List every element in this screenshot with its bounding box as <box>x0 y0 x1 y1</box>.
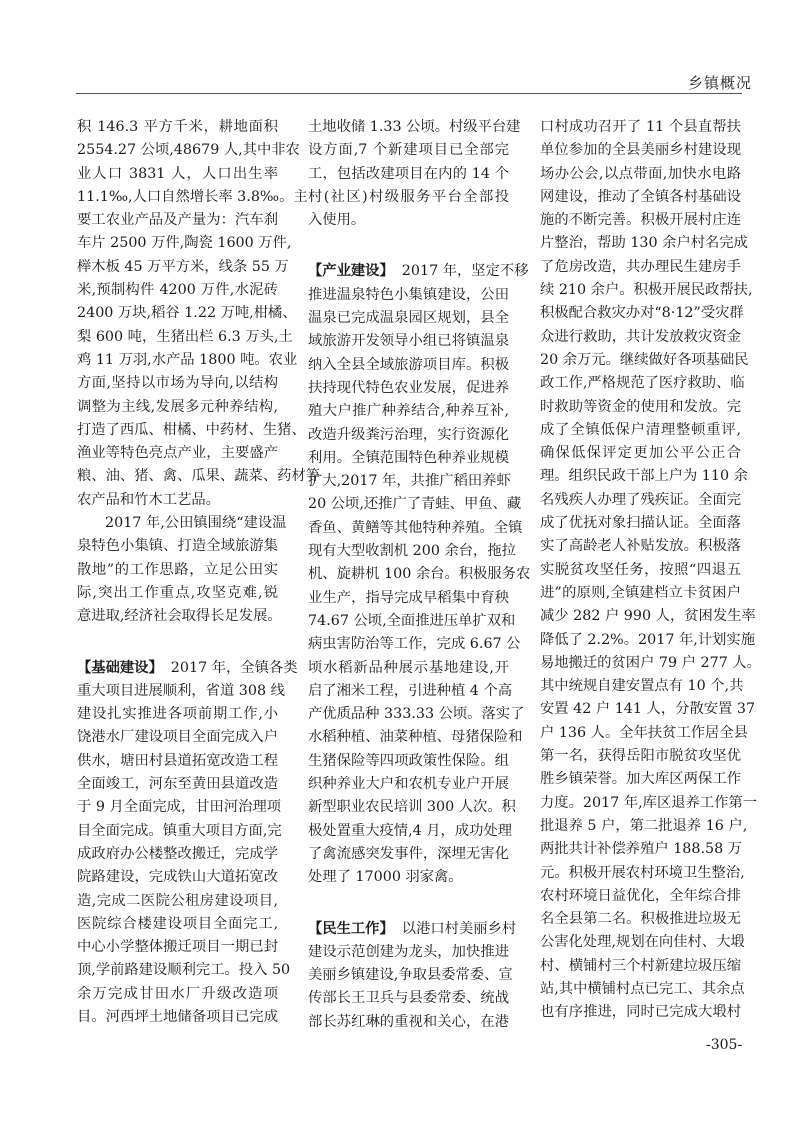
line-text: 成了优抚对象扫描认证。全面落 <box>540 515 741 532</box>
text-line <box>77 512 287 535</box>
line-text: 目。河西坪土地储备项目已完成 <box>77 1008 278 1025</box>
line-text: 顷水稻新品种展示基地建设,开 <box>308 659 509 676</box>
line-text: 要工农业产品及产量为：汽车刹 <box>77 212 278 229</box>
text-line <box>540 349 749 372</box>
text-line <box>308 163 509 186</box>
text-line <box>308 186 509 209</box>
line-text: 村(社区)村级服务平台全部投 <box>308 188 509 205</box>
text-line <box>540 675 744 698</box>
line-text: 意进取,经济社会取得长足发展。 <box>77 608 282 625</box>
text-line <box>77 890 278 913</box>
line-text: 20 公顷,还推广了青蛙、甲鱼、藏 <box>308 496 522 513</box>
text-line <box>540 512 741 535</box>
text-line <box>540 908 741 931</box>
text-line <box>77 843 278 866</box>
text-line <box>540 209 741 232</box>
text-line <box>77 396 278 419</box>
line-text: 元。积极开展农村环境卫生整治, <box>540 864 745 881</box>
text-line <box>308 447 509 470</box>
running-head-section-title: 乡镇概况 <box>688 74 753 92</box>
line-text: 也有序推进，同时已完成大塅村 <box>540 1004 741 1021</box>
line-text: 以港口村美丽乡村 <box>401 920 517 937</box>
text-line <box>77 442 278 465</box>
text-line <box>308 139 509 162</box>
section-heading: 【基础建设】 <box>77 659 163 676</box>
line-text: 实了高龄老人补贴发放。积极落 <box>540 538 741 555</box>
text-line <box>308 260 529 283</box>
text-line <box>77 726 278 749</box>
line-text: 织种养业大户和农机专业户开展 <box>308 776 509 793</box>
text-line <box>540 302 744 325</box>
line-text: 香鱼、黄鳝等其他特种养殖。全镇 <box>308 519 523 536</box>
line-text: 成了全镇低保户清理整顿重评, <box>540 421 741 438</box>
line-text: 成政府办公楼整改搬迁，完成学 <box>77 845 278 862</box>
line-text: 减少 282 户 990 人，贫困发生率 <box>540 608 756 625</box>
text-line <box>77 489 278 512</box>
line-text: 续 210 余户。积极开展民政帮扶, <box>540 282 753 299</box>
text-line <box>77 186 308 209</box>
text-line <box>308 354 509 377</box>
text-line <box>308 866 509 889</box>
text-line <box>77 163 278 186</box>
line-text: 利用。全镇范围特色种养业规模 <box>308 449 509 466</box>
line-text: 域旅游开发领导小组已将镇温泉 <box>308 333 509 350</box>
line-text: 工，包括改建项目在内的 14 个 <box>308 165 509 182</box>
line-text: 造,完成二医院公租房建设项目, <box>77 892 278 909</box>
line-text: 确保低保评定更加公平公正合 <box>540 445 741 462</box>
line-text: 2554.27 公顷,48679 人,其中非农 <box>77 142 300 159</box>
line-text: 设方面,7 个新建项目已全部完 <box>308 142 509 159</box>
line-text: 部长苏红琳的重视和关心，在港 <box>308 1013 509 1030</box>
text-line <box>540 629 756 652</box>
line-text: 院路建设，完成铁山大道拓宽改 <box>77 869 278 886</box>
text-line <box>540 745 741 768</box>
line-text: 梨 600 吨，生猪出栏 6.3 万头,土 <box>77 328 293 345</box>
line-text: 生猪保险等四项政策性保险。组 <box>308 752 509 769</box>
line-text: 粮、油、猪、禽、瓜果、蔬菜、药材等 <box>77 468 321 485</box>
section-paragraph <box>77 657 298 1030</box>
text-line <box>540 862 745 885</box>
text-line <box>540 279 753 302</box>
text-line <box>77 1006 278 1029</box>
text-line <box>77 820 282 843</box>
text-line <box>540 838 741 861</box>
line-text: 供水，塘田村县道拓宽改造工程 <box>77 752 278 769</box>
line-text: 降低了 2.2%。2017 年,计划实施 <box>540 631 756 648</box>
text-line <box>540 931 745 954</box>
line-text: 扶持现代特色农业发展，促进养 <box>308 379 509 396</box>
line-text: 美丽乡镇建设,争取县委常委、宣 <box>308 967 513 984</box>
text-line <box>540 605 756 628</box>
line-text: 2017 年,公田镇围绕“建设温 <box>105 515 287 532</box>
text-line <box>308 703 525 726</box>
text-line <box>308 657 509 680</box>
line-text: 顶,学前路建设顺利完工。投入 50 <box>77 962 291 979</box>
text-line <box>540 885 741 908</box>
line-text: 饶港水厂建设项目全面完成入户 <box>77 729 278 746</box>
line-text: 建设示范创建为龙头，加快推进 <box>308 943 509 960</box>
line-text: 第一名，获得岳阳市脱贫攻坚优 <box>540 748 741 765</box>
line-text: 20 余万元。继续做好各项基础民 <box>540 351 749 368</box>
text-line <box>308 773 509 796</box>
text-line <box>77 796 282 819</box>
text-line <box>540 559 741 582</box>
text-line <box>540 256 741 279</box>
line-text: 公害化处理,规划在向佳村、大塅 <box>540 934 745 951</box>
text-line <box>77 913 278 936</box>
line-text: 农村环境日益优化，全年综合排 <box>540 887 741 904</box>
text-line <box>77 983 278 1006</box>
line-text: 网建设，推动了全镇各村基础设 <box>540 188 741 205</box>
line-text: 土地收储 1.33 公顷。村级平台建 <box>308 119 521 135</box>
text-line <box>308 680 513 703</box>
line-text: 进”的原则,全镇建档立卡贫困户 <box>540 584 741 601</box>
text-line <box>77 302 297 325</box>
line-text: 殖大户推广种养结合,种养互补, <box>308 403 509 420</box>
text-line <box>308 470 509 493</box>
text-line <box>77 605 282 628</box>
text-line <box>77 256 289 279</box>
text-line <box>540 535 741 558</box>
line-text: 力度。2017 年,库区退养工作第一 <box>540 794 758 811</box>
paragraph <box>77 116 321 512</box>
line-text: 中心小学整体搬迁项目一期已封 <box>77 939 278 956</box>
text-line <box>77 465 321 488</box>
text-line <box>540 419 741 442</box>
text-line <box>540 722 748 745</box>
text-line <box>540 116 741 139</box>
text-line <box>540 652 761 675</box>
line-text: 场办公会,以点带面,加快水电路 <box>540 165 741 182</box>
text-line <box>77 139 300 162</box>
text-line <box>308 820 513 843</box>
text-line <box>540 768 741 791</box>
page-number: -305- <box>706 1037 743 1053</box>
line-text: 了禽流感突发事件，深埋无害化 <box>308 845 509 862</box>
text-line <box>308 750 509 773</box>
line-text: 于 9 月全面完成，甘田河治理项 <box>77 799 282 816</box>
text-line <box>77 279 278 302</box>
paragraph <box>77 512 287 628</box>
line-text: 施的不断完善。积极开展村庄连 <box>540 212 741 229</box>
text-line <box>308 400 509 423</box>
line-text: 医院综合楼建设项目全面完工, <box>77 915 278 932</box>
text-line <box>77 116 278 139</box>
line-text: 片整治，帮助 130 余户村名完成 <box>540 235 748 252</box>
text-line <box>77 959 291 982</box>
line-text: 启了湘米工程，引进种植 4 个高 <box>308 682 513 699</box>
text-line <box>77 559 278 582</box>
line-text: 渔业等特色亮点产业，主要盛产 <box>77 445 278 462</box>
line-text: 众进行救助，共计发放救灾资金 <box>540 328 741 345</box>
text-line <box>540 582 741 605</box>
text-line <box>540 396 741 419</box>
text-line <box>77 866 278 889</box>
line-text: 时救助等资金的使用和发放。完 <box>540 398 741 415</box>
line-text: 理。组织民政干部上户为 110 余 <box>540 468 748 485</box>
line-text: 病虫害防治等工作，完成 6.67 公 <box>308 636 521 653</box>
text-line <box>308 424 509 447</box>
text-line <box>540 465 748 488</box>
section-paragraph <box>308 260 531 889</box>
line-text: 批退养 5 户，第二批退养 16 户, <box>540 817 748 834</box>
section-heading: 【民生工作】 <box>308 920 394 937</box>
text-column-2 <box>308 116 531 1034</box>
line-text: 积 146.3 平方千米，耕地面积 <box>77 119 278 135</box>
text-line <box>77 657 298 680</box>
text-line <box>540 232 748 255</box>
text-line <box>540 326 741 349</box>
line-text: 泉特色小集镇、打造全域旅游集 <box>77 538 278 555</box>
line-text: 74.67 公顷,全面推进压单扩双和 <box>308 612 516 629</box>
text-line <box>540 372 745 395</box>
text-line <box>540 792 758 815</box>
paragraph <box>540 116 761 1025</box>
text-line <box>308 493 522 516</box>
line-text: 散地”的工作思路，立足公田实 <box>77 561 278 578</box>
line-text: 方面,坚持以市场为导向,以结构 <box>77 375 278 392</box>
text-line <box>540 186 741 209</box>
line-text: 了危房改造，共办理民生建房手 <box>540 258 741 275</box>
text-line <box>308 284 509 307</box>
line-text: 改造升级粪污治理，实行资源化 <box>308 426 509 443</box>
text-line <box>540 955 741 978</box>
line-text: 余万完成甘田水厂升级改造项 <box>77 985 278 1002</box>
line-text: 全面竣工，河东至黄田县道改造 <box>77 776 278 793</box>
text-line <box>77 703 278 726</box>
line-text: 极处置重大疫情,4 月，成功处理 <box>308 822 513 839</box>
line-text: 户 136 人。全年扶贫工作居全县 <box>540 724 748 741</box>
line-text: 传部长王卫兵与县委常委、统战 <box>308 990 509 1007</box>
text-line <box>540 442 741 465</box>
line-text: 站,其中横铺村点已完工、其余点 <box>540 980 745 997</box>
line-text: 推进温泉特色小集镇建设，公田 <box>308 286 509 303</box>
text-line <box>540 139 741 162</box>
line-text: 扩大,2017 年，共推广稻田养虾 <box>308 473 511 490</box>
text-line <box>540 163 741 186</box>
line-text: 机、旋耕机 100 余台。积极服务农 <box>308 566 531 583</box>
text-line <box>308 987 509 1010</box>
text-line <box>308 116 521 139</box>
text-line <box>77 372 278 395</box>
line-text: 车片 2500 万件,陶瓷 1600 万件, <box>77 235 292 252</box>
line-text: 重大项目进展顺利，省道 308 线 <box>77 682 285 699</box>
header-rule <box>76 93 742 94</box>
text-column-3 <box>540 116 761 1025</box>
text-column-1 <box>77 116 321 1029</box>
line-text: 入使用。 <box>308 212 366 229</box>
line-text: 政工作,严格规范了医疗救助、临 <box>540 375 745 392</box>
line-text: 2400 万块,稻谷 1.22 万吨,柑橘、 <box>77 305 297 322</box>
text-line <box>540 1001 741 1024</box>
line-text: 水稻种植、油菜种植、母猪保险和 <box>308 729 523 746</box>
line-text: 胜乡镇荣誉。加大库区两保工作 <box>540 771 741 788</box>
text-line <box>540 978 745 1001</box>
line-text: 建设扎实推进各项前期工作,小 <box>77 706 278 723</box>
line-text: 2017 年，全镇各类 <box>170 659 298 676</box>
line-text: 农产品和竹木工艺品。 <box>77 491 220 508</box>
text-line <box>77 773 278 796</box>
text-line <box>308 330 509 353</box>
text-line <box>77 209 278 232</box>
line-text: 两批共计补偿养殖户 188.58 万 <box>540 841 743 858</box>
section-paragraph <box>308 918 517 1034</box>
text-line <box>308 1011 509 1034</box>
line-text: 2017 年，坚定不移 <box>401 263 529 280</box>
text-line <box>77 232 292 255</box>
text-line <box>77 349 298 372</box>
line-text: 业人口 3831 人，人口出生率 <box>77 165 278 182</box>
line-text: 村、横铺村三个村新建垃圾压缩 <box>540 957 741 974</box>
line-text: 易地搬迁的贫困户 79 户 277 人。 <box>540 654 761 671</box>
text-line <box>308 918 517 941</box>
text-line <box>308 563 531 586</box>
line-text: 际,突出工作重点,攻坚克难,锐 <box>77 584 278 601</box>
text-line <box>308 964 513 987</box>
text-line <box>308 726 523 749</box>
text-line <box>77 680 285 703</box>
text-line <box>77 326 293 349</box>
text-line <box>308 843 509 866</box>
paragraph <box>308 116 521 232</box>
text-line <box>308 517 523 540</box>
text-line <box>308 610 516 633</box>
text-line <box>308 209 509 232</box>
line-text: 调整为主线,发展多元种养结构, <box>77 398 278 415</box>
line-text: 鸡 11 万羽,水产品 1800 吨。农业 <box>77 351 298 368</box>
line-text: 产优质品种 333.33 公顷。落实了 <box>308 706 525 723</box>
text-line <box>308 307 509 330</box>
line-text: 其中统规自建安置点有 10 个,共 <box>540 678 744 695</box>
text-line <box>77 936 278 959</box>
text-line <box>540 489 741 512</box>
line-text: 实脱贫攻坚任务，按照“四退五 <box>540 561 741 578</box>
text-line <box>308 796 516 819</box>
line-text: 积极配合救灾办对“8·12”受灾群 <box>540 305 744 322</box>
text-line <box>77 750 278 773</box>
text-line <box>308 633 521 656</box>
line-text: 米,预制构件 4200 万件,水泥砖 <box>77 282 278 299</box>
line-text: 现有大型收割机 200 余台，拖拉 <box>308 543 516 560</box>
line-text: 口村成功召开了 11 个县直帮扶 <box>540 119 741 135</box>
line-text: 安置 42 户 141 人，分散安置 37 <box>540 701 756 718</box>
section-heading: 【产业建设】 <box>308 263 394 280</box>
text-line <box>77 535 278 558</box>
text-line <box>540 815 748 838</box>
text-line <box>77 582 278 605</box>
text-line <box>308 540 516 563</box>
line-text: 打造了西瓜、柑橘、中药材、生猪、 <box>77 421 306 438</box>
line-text: 温泉已完成温泉园区规划，县全 <box>308 310 509 327</box>
line-text: 名全县第二名。积极推进垃圾无 <box>540 911 741 928</box>
text-line <box>308 377 509 400</box>
line-text: 目全面完成。镇重大项目方面,完 <box>77 822 282 839</box>
text-line <box>308 941 509 964</box>
text-line <box>308 587 509 610</box>
line-text: 11.1‰,人口自然增长率 3.8‰。主 <box>77 188 308 205</box>
text-line <box>540 698 756 721</box>
line-text: 处理了 17000 羽家禽。 <box>308 869 463 886</box>
line-text: 单位参加的全县美丽乡村建设现 <box>540 142 741 159</box>
line-text: 纳入全县全域旅游项目库。积极 <box>308 356 509 373</box>
line-text: 榉木板 45 万平方米，线条 55 万 <box>77 258 289 275</box>
line-text: 名残疾人办理了残疾证。全面完 <box>540 491 741 508</box>
line-text: 业生产，指导完成早稻集中育秧 <box>308 589 509 606</box>
text-line <box>77 419 306 442</box>
line-text: 新型职业农民培训 300 人次。积 <box>308 799 516 816</box>
